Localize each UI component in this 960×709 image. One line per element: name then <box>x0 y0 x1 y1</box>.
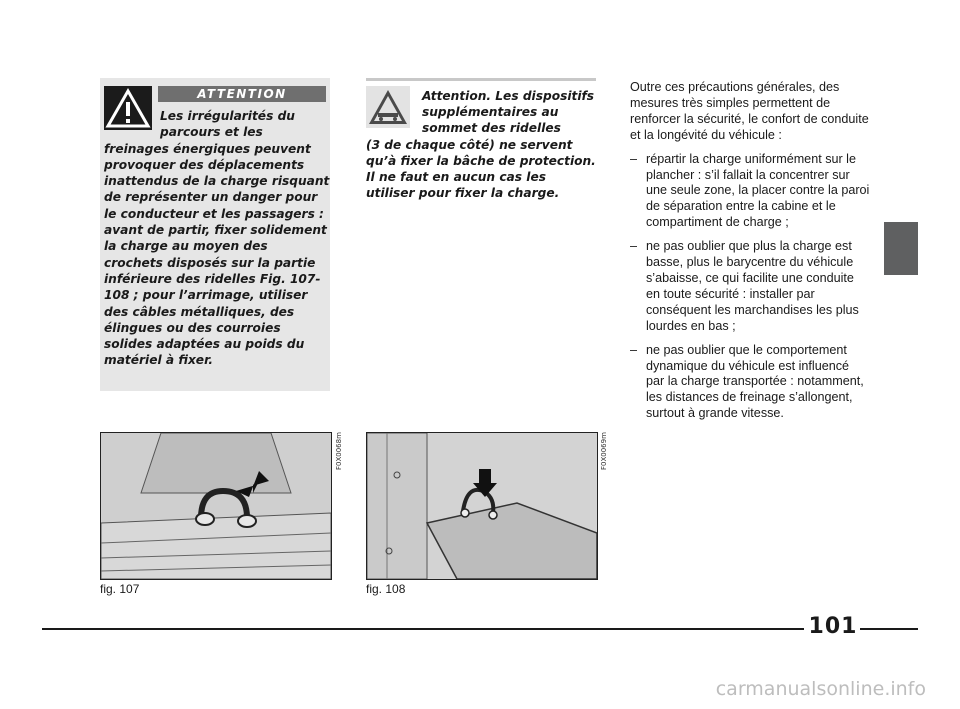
note-line-1: Attention. Les dispositifs <box>422 89 595 103</box>
figure-107-code: F0X0068m <box>335 432 343 470</box>
attention-label: ATTENTION <box>158 86 326 102</box>
note-body: (3 de chaque côté) ne servent qu’à fixer la bâche de protection. Il ne faut en aucun cas les utiliser pour fixer la charge. <box>366 137 596 201</box>
figure-107-caption: fig. 107 <box>100 582 140 596</box>
figure-108-code: F0X0069m <box>600 432 608 470</box>
right-column <box>630 80 870 430</box>
figure-108-image <box>366 432 598 580</box>
page-number: 101 <box>808 614 858 639</box>
warning-line-2: parcours et les <box>160 125 263 140</box>
warning-line-1: Les irrégularités du <box>160 109 295 123</box>
warning-body: freinages énergiques peuvent provoquer des déplacements inattendus de la charge risquant de représenter un danger pour le conducteur et les passagers : avant de partir, fixer solidement la charge au moyen des crochets disposés sur la partie inférieure des ridelles Fig. 107-108 ; pour l’arrimage, utiliser des câbles métalliques, des élingues ou des courroies solides adaptées au poids du matériel à fixer. <box>104 141 330 368</box>
list-item <box>630 343 870 423</box>
dash-marker: – <box>630 239 638 254</box>
list-item <box>630 152 870 232</box>
footer-rule-right <box>860 628 918 630</box>
figure-107-image <box>100 432 332 580</box>
list-item-text: ne pas oublier que le comportement dynamique du véhicule est influencé par la charge transportée : notamment, les distances de freinage s’allongent, surtout à grande vitesse. <box>646 342 864 421</box>
list-item <box>630 239 870 334</box>
warning-text <box>104 108 330 369</box>
dash-marker: – <box>630 342 638 357</box>
dash-marker: – <box>630 151 638 166</box>
note-line-2: supplémentaires au <box>422 105 559 120</box>
watermark: carmanualsonline.info <box>715 678 926 700</box>
footer-rule-left <box>42 628 804 630</box>
list-item-text: répartir la charge uniformément sur le plancher : s’il fallait la concentrer sur une seule zone, la placer contre la paroi de séparation entre la cabine et le compartiment de charge ; <box>646 151 870 230</box>
note-text <box>366 88 596 201</box>
precautions-list <box>630 152 870 423</box>
intro-paragraph: Outre ces précautions générales, des mesures très simples permettent de renforcer la sécurité, le confort de conduite et la longévité du véhicule : <box>630 80 869 142</box>
list-item-text: ne pas oublier que plus la charge est basse, plus le barycentre du véhicule s’abaisse, ce qui facilite une conduite en toute sécurité : installer par conséquent les marchandises les plus lourdes en bas ; <box>646 239 859 333</box>
section-tab <box>884 222 918 275</box>
note-line-3: sommet des ridelles <box>422 121 561 136</box>
note-divider <box>366 78 596 81</box>
figure-108-caption: fig. 108 <box>366 582 406 596</box>
